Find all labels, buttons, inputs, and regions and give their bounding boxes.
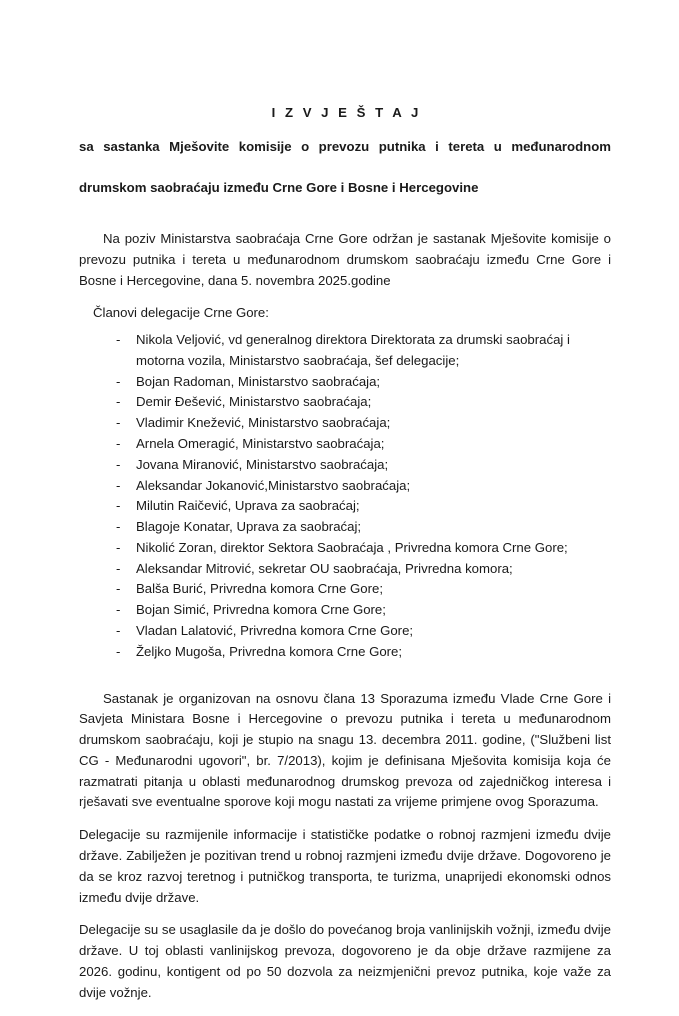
list-item bbox=[79, 330, 611, 372]
bullet-dash-icon: - bbox=[116, 435, 121, 451]
list-item bbox=[79, 476, 611, 497]
document-title: I Z V J E Š T A J bbox=[271, 105, 422, 120]
list-item-label: Arnela Omeragić, Ministarstvo saobraćaja; bbox=[136, 435, 385, 451]
list-item bbox=[79, 392, 611, 413]
bullet-dash-icon: - bbox=[116, 519, 121, 535]
bullet-dash-icon: - bbox=[116, 581, 121, 597]
list-item-label: Nikolić Zoran, direktor Sektora Saobraćaja , Privredna komora Crne Gore; bbox=[136, 539, 568, 555]
body-paragraph-2: Delegacije su razmijenile informacije i statističke podatke o robnoj razmjeni između dvije države. Zabilježen je pozitivan trend u robnoj razmjeni između dvije države. Dogovoreno je da se kroz razvoj teretnog i putničkog transporta, te turizma, unaprijedi ekonomski odnos između dvije države. bbox=[79, 827, 611, 905]
bullet-dash-icon: - bbox=[116, 394, 121, 410]
list-item bbox=[79, 517, 611, 538]
list-item bbox=[79, 413, 611, 434]
list-item-label: Jovana Miranović, Ministarstvo saobraćaja; bbox=[136, 456, 389, 472]
list-item bbox=[79, 579, 611, 600]
list-item bbox=[79, 600, 611, 621]
list-item-label: Demir Đešević, Ministarstvo saobraćaja; bbox=[136, 394, 372, 410]
bullet-dash-icon: - bbox=[116, 498, 121, 514]
bullet-dash-icon: - bbox=[116, 456, 121, 472]
bullet-dash-icon: - bbox=[116, 332, 121, 348]
list-item bbox=[79, 621, 611, 642]
bullet-dash-icon: - bbox=[116, 373, 121, 389]
bullet-dash-icon: - bbox=[116, 415, 121, 431]
list-item-label: Aleksandar Mitrović, sekretar OU saobraćaja, Privredna komora; bbox=[136, 560, 513, 576]
bullet-dash-icon: - bbox=[116, 602, 121, 618]
list-item bbox=[79, 642, 611, 663]
list-item bbox=[79, 538, 611, 559]
list-item bbox=[79, 372, 611, 393]
list-item-label: Milutin Raičević, Uprava za saobraćaj; bbox=[136, 498, 360, 514]
bullet-dash-icon: - bbox=[116, 477, 121, 493]
list-item-label: Bojan Simić, Privredna komora Crne Gore; bbox=[136, 602, 386, 618]
list-item-label: Željko Mugoša, Privredna komora Crne Gore; bbox=[136, 643, 403, 659]
document-subtitle-line-2: drumskom saobraćaju između Crne Gore i Bosne i Hercegovine bbox=[79, 180, 479, 196]
delegation-members-list bbox=[79, 330, 611, 663]
bullet-dash-icon: - bbox=[116, 539, 121, 555]
list-item-label: Aleksandar Jokanović,Ministarstvo saobraćaja; bbox=[136, 477, 411, 493]
delegation-heading: Članovi delegacije Crne Gore: bbox=[93, 305, 269, 321]
body-paragraph-1: Sastanak je organizovan na osnovu člana 13 Sporazuma između Vlade Crne Gore i Savjeta Ministara Bosne i Hercegovine o prevozu putnika i tereta u međunarodnom drumskom saobraćaju, koji je stupio na snagu 13. decembra 2011. godine, ("Službeni list CG - Međunarodni ugovori", br. 7/2013), kojim je definisana Mješovita komisija koja će razmatrati pitanja u oblasti međunarodnog drumskog prevoza od zajedničkog interesa i rješavati sve eventualne sporove koji mogu nastati za vrijeme primjene ovog Sporazuma. bbox=[79, 690, 611, 810]
document-content bbox=[79, 104, 611, 1016]
list-item bbox=[79, 559, 611, 580]
list-item-label: Vladimir Knežević, Ministarstvo saobraćaja; bbox=[136, 415, 391, 431]
list-item-label: Balša Burić, Privredna komora Crne Gore; bbox=[136, 581, 383, 597]
bullet-dash-icon: - bbox=[116, 643, 121, 659]
list-item-label: Nikola Veljović, vd generalnog direktora Direktorata za drumski saobraćaj i motorna vozila, Ministarstvo saobraćaja, šef delegacije; bbox=[136, 332, 570, 368]
list-item bbox=[79, 434, 611, 455]
bullet-dash-icon: - bbox=[116, 623, 121, 638]
bullet-dash-icon: - bbox=[116, 560, 121, 576]
intro-paragraph: Na poziv Ministarstva saobraćaja Crne Gore održan je sastanak Mješovite komisije o prevozu putnika i tereta u međunarodnom drumskom saobraćaju između Crne Gore i Bosne i Hercegovine, dana 5. novembra 2025.godine bbox=[79, 230, 611, 288]
list-item-label: Vladan Lalatović, Privredna komora Crne Gore; bbox=[136, 623, 414, 638]
list-item bbox=[79, 496, 611, 517]
list-item bbox=[79, 455, 611, 476]
body-paragraph-3: Delegacije su se usaglasile da je došlo do povećanog broja vanlinijskih vožnji, između dvije države. U toj oblasti vanlinijskog prevoza, dogovoreno je da obje države razmijene za 2026. godinu, kontigent od po 50 dozvola za neizmjenični prevoz putnika, koje važe za dvije vožnje. bbox=[79, 922, 611, 1000]
list-item-label: Bojan Radoman, Ministarstvo saobraćaja; bbox=[136, 373, 381, 389]
document-subtitle-line-1: sa sastanka Mješovite komisije o prevozu putnika i tereta u međunarodnom bbox=[79, 139, 611, 155]
list-item-label: Blagoje Konatar, Uprava za saobraćaj; bbox=[136, 519, 362, 535]
document-subtitle bbox=[79, 137, 611, 199]
